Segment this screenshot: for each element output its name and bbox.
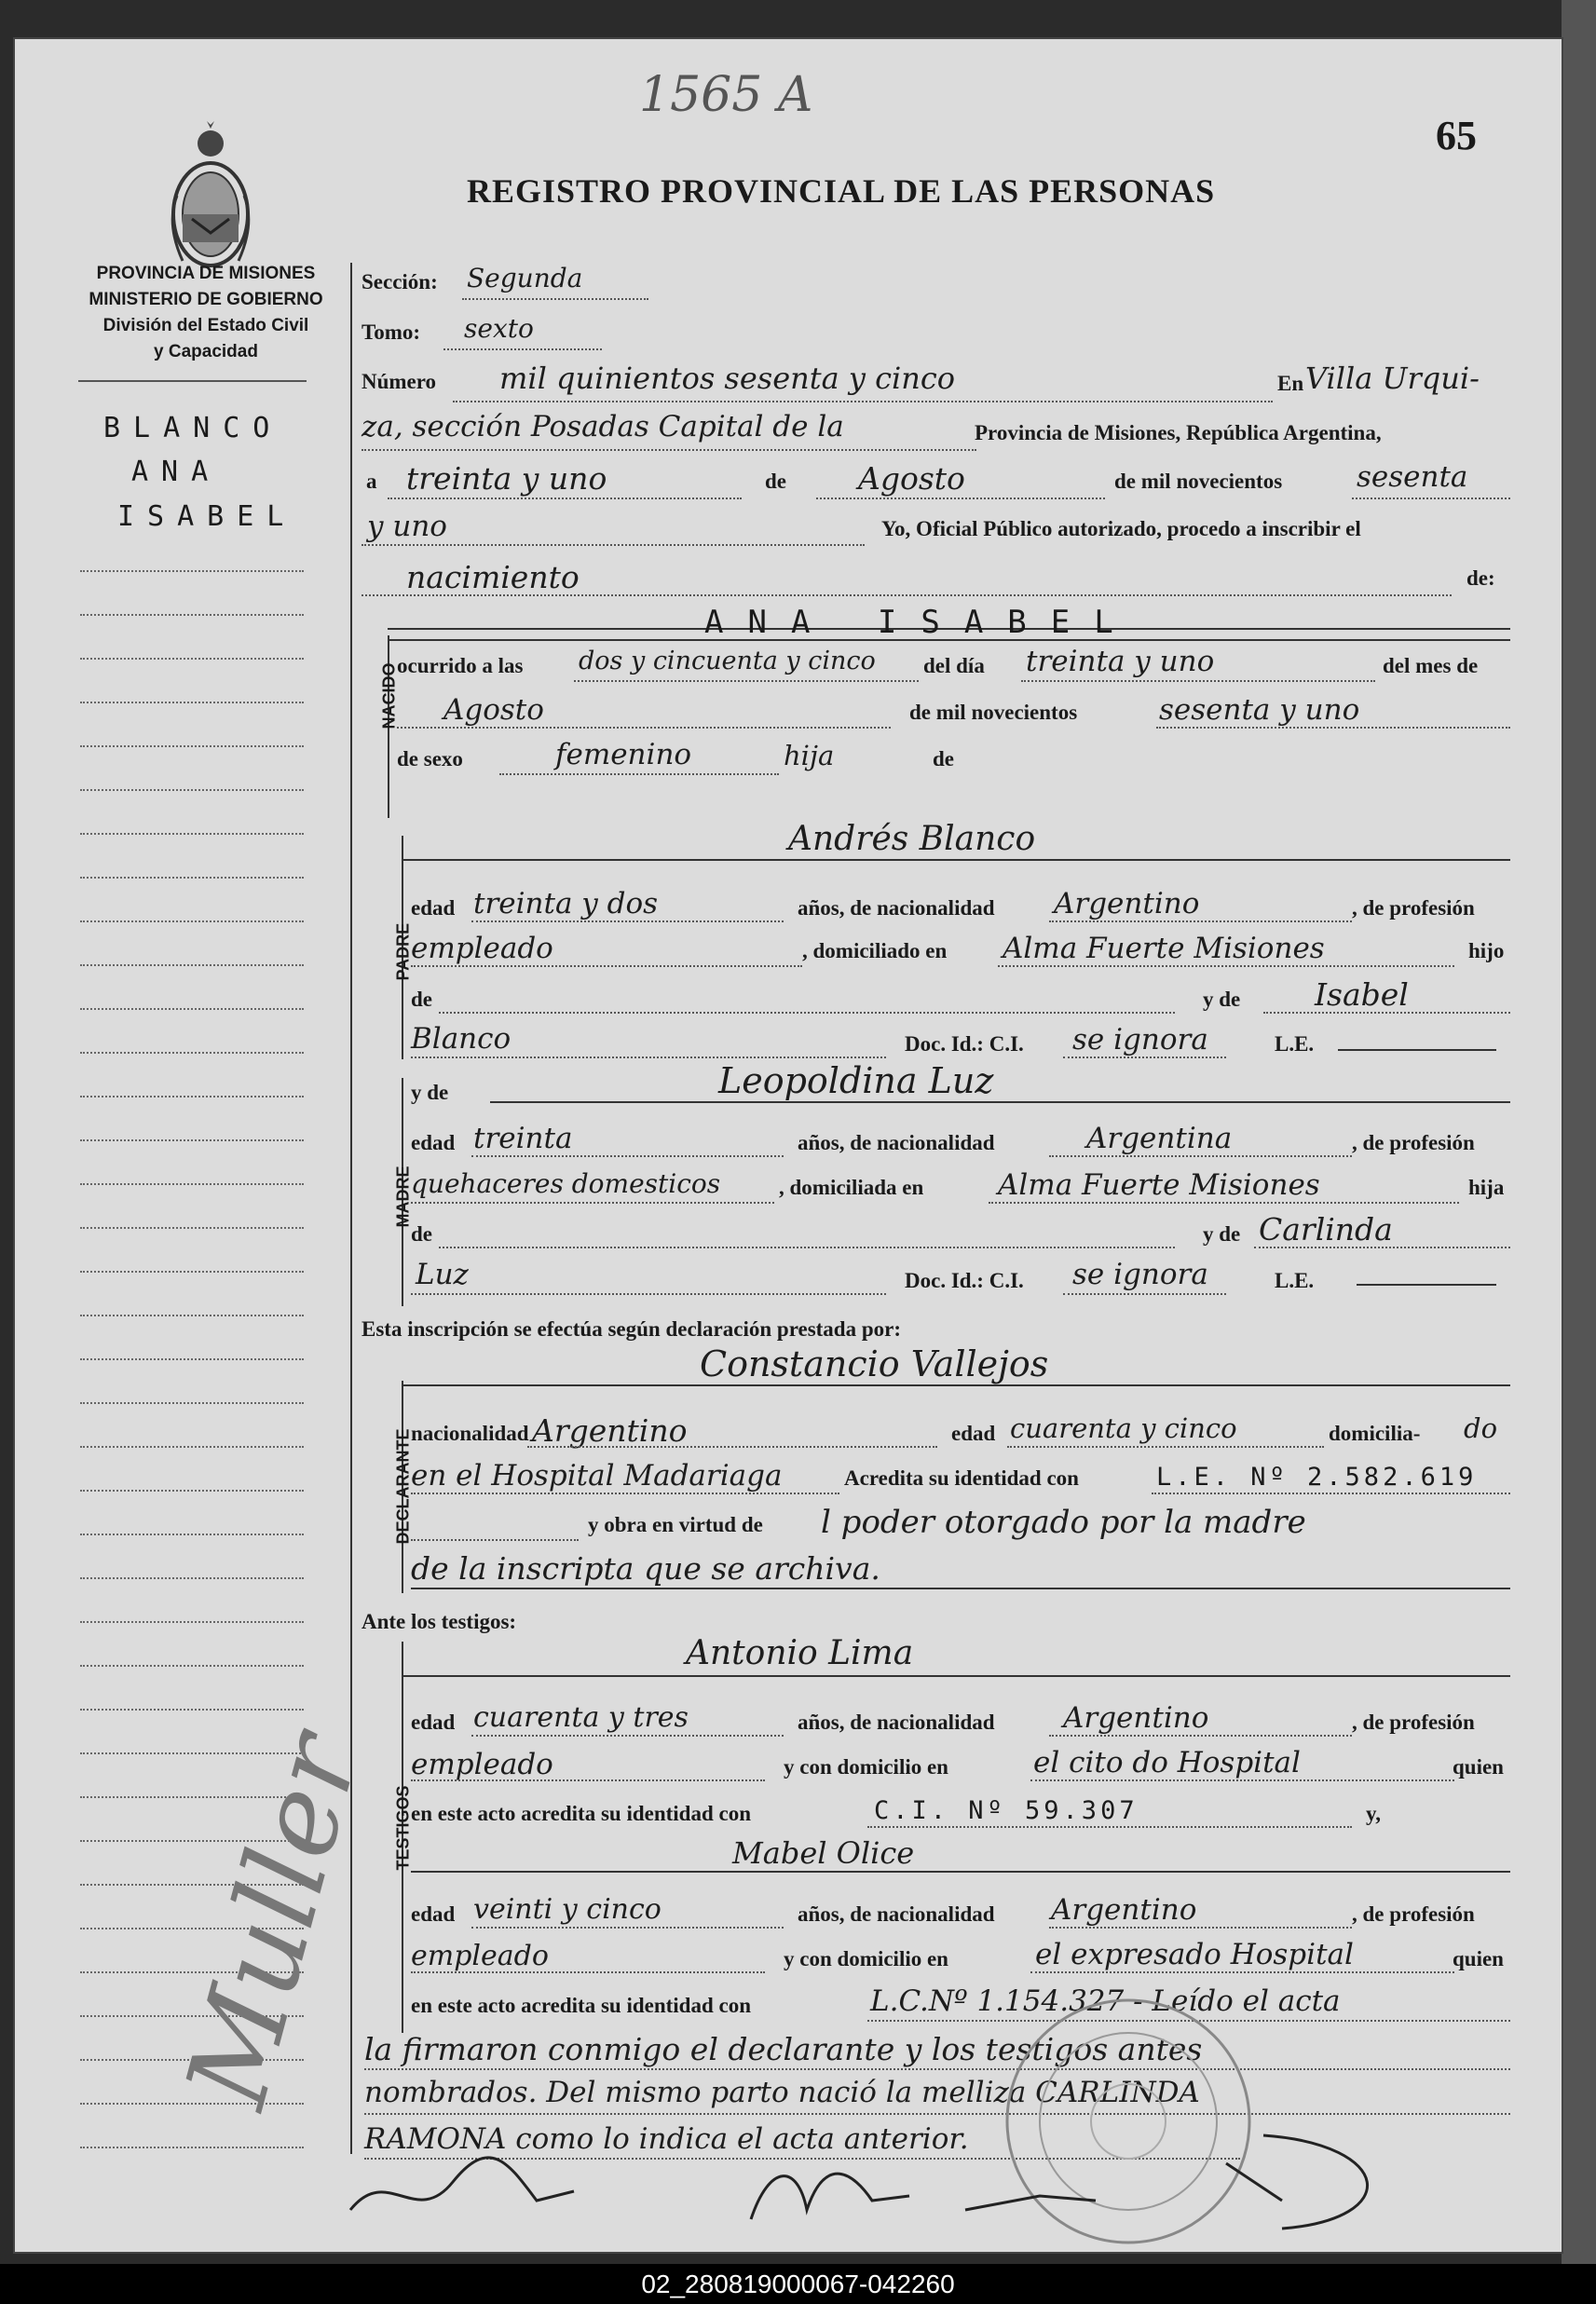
madre-prof-value: quehaceres domesticos <box>411 1168 721 1199</box>
testigos-intro: Ante los testigos: <box>361 1610 517 1633</box>
issuer-province: PROVINCIA DE MISIONES <box>96 264 316 283</box>
declarante-nac-label: nacionalidad <box>411 1422 529 1445</box>
nacido-name-line <box>388 639 1510 641</box>
madre-name-line <box>490 1101 1510 1103</box>
testigo-1-edad-value: cuarenta y tres <box>473 1701 689 1734</box>
padre-de-line <box>439 1012 1175 1014</box>
declarante-nac-line <box>527 1446 937 1448</box>
margin-name-2: ISABEL <box>117 500 297 533</box>
declarante-virtud-value-2: de la inscripta que se archiva. <box>411 1550 880 1587</box>
padre-hijo-label: hijo <box>1468 939 1505 962</box>
madre-padre-value: Luz <box>416 1258 469 1291</box>
margin-rule <box>80 1709 304 1711</box>
testigo-2-dom-label: y con domicilio en <box>784 1947 948 1970</box>
declarante-dom-value-2: en el Hospital Madariaga <box>411 1459 783 1493</box>
testigo-1-acredita-value: C.I. Nº 59.307 <box>874 1796 1139 1825</box>
closing-line-3: RAMONA como lo indica el acta anterior. <box>364 2122 969 2156</box>
en-value-1: Villa Urqui- <box>1305 361 1480 396</box>
testigo-1-dom-label: y con domicilio en <box>784 1755 948 1779</box>
madre-section-label: MADRE <box>393 1166 413 1228</box>
mes-value: Agosto <box>858 460 965 497</box>
testigo-2-quien: quien <box>1453 1947 1504 1970</box>
padre-section-label: PADRE <box>393 922 413 981</box>
margin-rule <box>80 1052 304 1054</box>
madre-doc-line <box>1063 1293 1226 1295</box>
nacido-name: ANA ISABEL <box>704 604 1138 641</box>
declarante-acredita-label: Acredita su identidad con <box>844 1466 1079 1490</box>
page-title: REGISTRO PROVINCIAL DE LAS PERSONAS <box>467 172 1216 210</box>
de-label: de <box>765 470 786 493</box>
tomo-value: sexto <box>464 313 534 344</box>
testigo-1-quien: quien <box>1453 1755 1504 1779</box>
padre-prof-label: , de profesión <box>1352 896 1475 920</box>
declarante-dom-label: domicilia- <box>1329 1422 1421 1445</box>
nacido-section-label: NACIDO <box>379 662 399 729</box>
testigo-2-dom-value: el expresado Hospital <box>1035 1938 1354 1971</box>
declarante-section-label: DECLARANTE <box>393 1428 413 1545</box>
madre-le-dash <box>1357 1284 1496 1286</box>
archive-number: 1565 A <box>639 67 813 123</box>
padre-doc-value: se ignora <box>1072 1023 1208 1057</box>
declarante-dom-line <box>411 1493 839 1494</box>
margin-rule <box>80 1490 304 1492</box>
nacido-dia-value: treinta y uno <box>1026 645 1215 678</box>
testigo-2-acredita-label: en este acto acredita su identidad con <box>411 1994 752 2017</box>
madre-prof-line <box>411 1202 774 1204</box>
padre-dom-value: Alma Fuerte Misiones <box>1003 932 1325 965</box>
declarante-acredita-value: L.E. Nº 2.582.619 <box>1156 1463 1478 1492</box>
tomo-line <box>443 348 602 350</box>
madre-name: Leopoldina Luz <box>718 1060 994 1101</box>
madre-dom-line <box>989 1202 1459 1204</box>
margin-rule <box>80 1446 304 1448</box>
issuer-ministry: MINISTERIO DE GOBIERNO <box>89 290 323 309</box>
declarante-nac-value: Argentino <box>532 1412 688 1449</box>
margin-rule <box>80 702 304 703</box>
testigo-2-name: Mabel Olice <box>732 1835 915 1871</box>
del-dia-label: del día <box>923 654 985 677</box>
madre-nac-label: años, de nacionalidad <box>798 1131 995 1154</box>
margin-rule <box>80 745 304 747</box>
padre-madre-value-2: Blanco <box>411 1022 512 1056</box>
madre-edad-line <box>471 1155 784 1157</box>
en-value-2: za, sección Posadas Capital de la <box>361 410 844 443</box>
book-edge <box>1562 0 1596 2264</box>
testigo-1-acredita-label: en este acto acredita su identidad con <box>411 1802 752 1825</box>
padre-prof-value: empleado <box>411 932 553 965</box>
margin-rule <box>80 920 304 922</box>
madre-surname-line <box>411 1293 886 1295</box>
sexo-label: de sexo <box>397 747 463 770</box>
oficial-text: Yo, Oficial Público autorizado, procedo a inscribir el <box>881 517 1361 540</box>
madre-dom-value: Alma Fuerte Misiones <box>998 1168 1320 1202</box>
page-number: 65 <box>1436 113 1477 158</box>
padre-le-dash <box>1338 1049 1496 1051</box>
image-id-footer: 02_280819000067-042260 <box>0 2264 1596 2304</box>
testigo-1-acredita-line <box>867 1826 1352 1828</box>
madre-dom-label: , domiciliada en <box>779 1176 924 1199</box>
declarante-name: Constancio Vallejos <box>700 1343 1049 1384</box>
madre-edad-value: treinta <box>473 1122 573 1155</box>
seccion-label: Sección: <box>361 270 438 293</box>
declarante-intro: Esta inscripción se efectúa según declaración prestada por: <box>361 1317 902 1341</box>
margin-rule <box>80 1227 304 1229</box>
padre-name-line <box>402 859 1510 861</box>
margin-rule <box>80 1183 304 1185</box>
tomo-label: Tomo: <box>361 320 421 344</box>
de-colon: de: <box>1466 566 1495 590</box>
padre-dom-line <box>998 965 1454 967</box>
padre-madre-value: Isabel <box>1315 976 1409 1013</box>
declarante-dom-value-1: do <box>1464 1412 1498 1444</box>
margin-rule <box>80 1534 304 1535</box>
anio-value-1: sesenta <box>1357 460 1468 494</box>
numero-line <box>453 401 1273 402</box>
testigo-1-prof-value: empleado <box>411 1748 553 1781</box>
signatures-icon <box>332 2107 1412 2238</box>
margin-rule <box>80 964 304 966</box>
declarante-name-line <box>402 1384 1510 1386</box>
dia-value: treinta y uno <box>406 460 607 497</box>
madre-yde-label: y de <box>411 1081 449 1104</box>
anio-label: de mil novecientos <box>1114 470 1283 493</box>
declarante-virtud-lead <box>411 1539 579 1541</box>
margin-rule <box>80 1096 304 1097</box>
hora-line <box>574 680 919 682</box>
testigo-2-name-line <box>411 1871 1510 1873</box>
en-label: En <box>1277 372 1304 395</box>
nacido-anio-value: sesenta y uno <box>1159 693 1360 727</box>
hijo-value: hija <box>784 740 835 771</box>
testigo-2-nac-value: Argentino <box>1051 1893 1197 1927</box>
provincia-text: Provincia de Misiones, República Argentina, <box>975 421 1382 444</box>
margin-rule <box>80 1315 304 1316</box>
testigo-1-edad-label: edad <box>411 1711 456 1734</box>
madre-de-label: de <box>411 1222 432 1246</box>
acto-line <box>361 594 1452 596</box>
madre-yde2-label: y de <box>1203 1222 1241 1246</box>
madre-prof-label: , de profesión <box>1352 1131 1475 1154</box>
declarante-edad-label: edad <box>951 1422 996 1445</box>
anio-line <box>1352 498 1510 499</box>
margin-separator <box>350 263 352 2154</box>
nacido-mes-value: Agosto <box>443 693 544 727</box>
testigo-1-name: Antonio Lima <box>686 1634 914 1672</box>
hora-value: dos y cincuenta y cinco <box>579 647 876 675</box>
margin-rule <box>80 1271 304 1273</box>
testigo-1-nac-label: años, de nacionalidad <box>798 1711 995 1734</box>
testigo-1-nac-value: Argentino <box>1063 1701 1209 1735</box>
testigo-1-y: y, <box>1366 1802 1381 1825</box>
issuer-division-2: y Capacidad <box>154 342 258 361</box>
padre-doc-label: Doc. Id.: C.I. <box>905 1032 1024 1056</box>
padre-nac-line <box>1049 920 1352 922</box>
document-sheet <box>13 37 1563 2254</box>
padre-doc-line <box>1063 1057 1226 1058</box>
margin-rule <box>80 658 304 660</box>
madre-hija-label: hija <box>1468 1176 1505 1199</box>
margin-rule <box>80 1139 304 1141</box>
margin-rule <box>80 2147 304 2148</box>
acto-value: nacimiento <box>406 559 580 595</box>
padre-edad-value: treinta y dos <box>473 887 659 920</box>
a-label: a <box>366 470 377 493</box>
margin-rule <box>80 1621 304 1623</box>
padre-name: Andrés Blanco <box>788 820 1036 858</box>
testigo-1-dom-line <box>1030 1779 1454 1781</box>
testigo-2-prof-value: empleado <box>411 1940 549 1972</box>
anio-value-2: y uno <box>367 510 447 543</box>
seccion-value: Segunda <box>467 263 583 293</box>
testigo-2-edad-label: edad <box>411 1902 456 1926</box>
testigo-1-edad-line <box>471 1735 784 1737</box>
dia-line <box>388 498 742 499</box>
padre-nac-value: Argentino <box>1054 887 1200 920</box>
declarante-virtud-label: y obra en virtud de <box>588 1513 763 1536</box>
madre-nac-value: Argentina <box>1086 1122 1233 1155</box>
padre-nac-label: años, de nacionalidad <box>798 896 995 920</box>
sexo-value: femenino <box>555 738 692 771</box>
issuer-block <box>61 261 350 365</box>
padre-de-label: de <box>411 988 432 1011</box>
nacido-anio-line <box>1156 727 1510 729</box>
madre-le-label: L.E. <box>1275 1269 1315 1292</box>
padre-madre-line <box>1263 1012 1510 1014</box>
testigo-2-acredita-value: L.C.Nº 1.154.327 - Leído el acta <box>870 1984 1341 2018</box>
closing-line-1: la firmaron conmigo el declarante y los testigos antes <box>364 2031 1203 2067</box>
testigo-2-edad-line <box>471 1927 784 1929</box>
declarante-acredita-line <box>1152 1493 1510 1494</box>
padre-prof-line <box>411 965 802 967</box>
closing-line-2: nombrados. Del mismo parto nació la melliza CARLINDA <box>364 2076 1200 2109</box>
testigo-1-nac-line <box>1049 1735 1352 1737</box>
testigos-section-label: TESTIGOS <box>393 1785 413 1871</box>
margin-surname: BLANCO <box>103 412 283 444</box>
margin-rule <box>80 1008 304 1010</box>
testigo-2-prof-line <box>411 1971 765 1973</box>
testigo-1-prof-line <box>411 1779 765 1781</box>
declarante-bottom-line <box>411 1588 1510 1589</box>
seccion-line <box>462 298 648 300</box>
closing-line-1-rule <box>364 2068 1510 2070</box>
padre-surname-line <box>411 1057 886 1058</box>
testigo-1-name-line <box>402 1675 1510 1677</box>
numero-label: Número <box>361 370 437 393</box>
testigo-2-dom-line <box>1030 1971 1454 1973</box>
testigo-2-nac-label: años, de nacionalidad <box>798 1902 995 1926</box>
margin-rule <box>80 1577 304 1579</box>
del-mes-label: del mes de <box>1383 654 1479 677</box>
margin-rule <box>80 1402 304 1404</box>
mes-line <box>816 498 1105 499</box>
nacido-anio-label: de mil novecientos <box>909 701 1078 724</box>
margin-signature: Muller <box>162 1721 386 2120</box>
padre-edad-label: edad <box>411 896 456 920</box>
ocurrido-label: ocurrido a las <box>397 654 524 677</box>
numero-value: mil quinientos sesenta y cinco <box>499 361 956 396</box>
nacido-mes-line <box>397 727 891 729</box>
padre-edad-line <box>471 920 784 922</box>
declarante-edad-line <box>1007 1446 1324 1448</box>
margin-rule <box>80 570 304 572</box>
margin-name-1: ANA <box>131 456 222 488</box>
en-line <box>361 449 976 451</box>
anio2-line <box>361 544 865 546</box>
madre-madre-line <box>1254 1247 1510 1248</box>
margin-rule <box>80 614 304 616</box>
nacido-dia-line <box>1021 680 1375 682</box>
declarante-virtud-value-1: l poder otorgado por la madre <box>821 1504 1306 1541</box>
madre-de-line <box>439 1247 1175 1248</box>
testigo-2-edad-value: veinti y cinco <box>473 1893 662 1926</box>
issuer-divider <box>78 380 307 382</box>
testigo-2-nac-line <box>1049 1927 1352 1929</box>
padre-yde-label: y de <box>1203 988 1241 1011</box>
madre-madre-value: Carlinda <box>1259 1211 1393 1247</box>
testigo-1-prof-label: , de profesión <box>1352 1711 1475 1734</box>
testigo-1-dom-value: el cito do Hospital <box>1033 1746 1301 1779</box>
madre-doc-label: Doc. Id.: C.I. <box>905 1269 1024 1292</box>
margin-rule <box>80 789 304 791</box>
margin-rule <box>80 877 304 879</box>
padre-le-label: L.E. <box>1275 1032 1315 1056</box>
testigo-2-prof-label: , de profesión <box>1352 1902 1475 1926</box>
declarante-edad-value: cuarenta y cinco <box>1010 1412 1237 1444</box>
margin-rule <box>80 1665 304 1667</box>
madre-nac-line <box>1049 1155 1352 1157</box>
sexo-line <box>499 773 779 775</box>
margin-rule <box>80 1358 304 1360</box>
margin-rule <box>80 833 304 835</box>
issuer-division: División del Estado Civil <box>102 316 309 335</box>
madre-edad-label: edad <box>411 1131 456 1154</box>
nacido-de-label: de <box>933 747 954 770</box>
madre-doc-value: se ignora <box>1072 1258 1208 1291</box>
padre-dom-label: , domiciliado en <box>802 939 948 962</box>
